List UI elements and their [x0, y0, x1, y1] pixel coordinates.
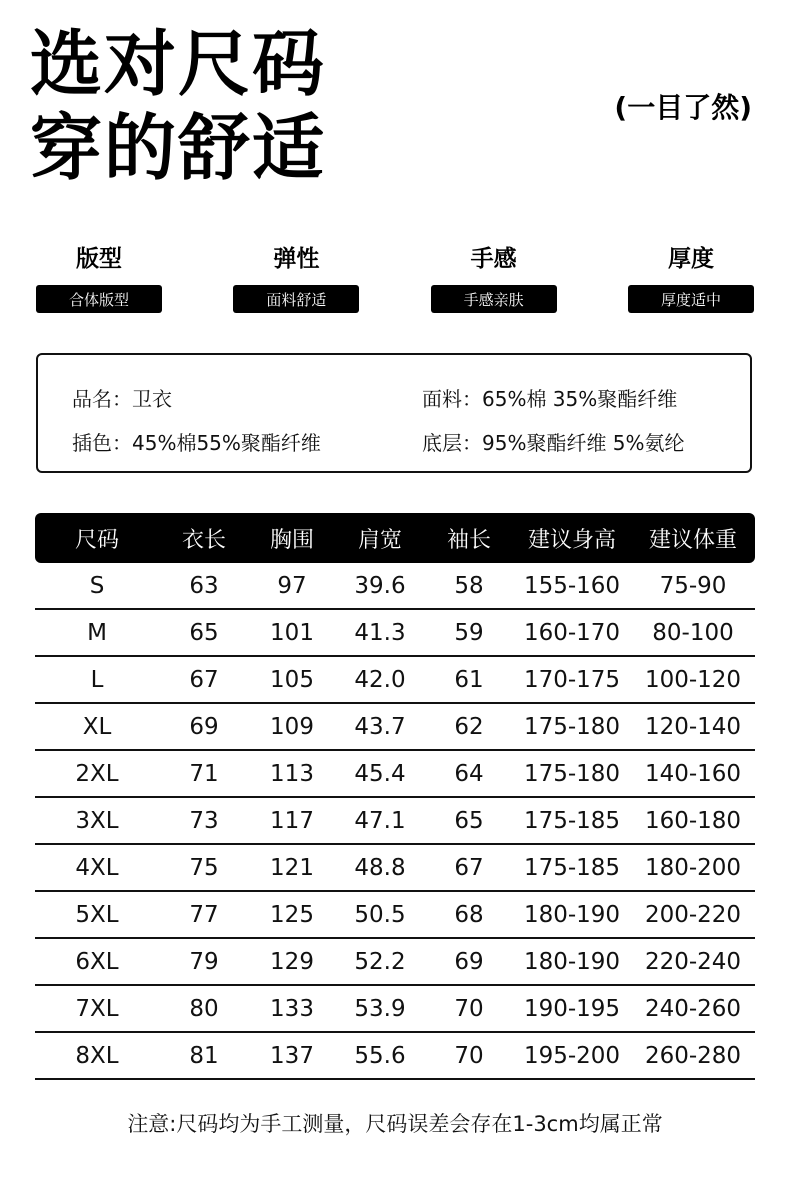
table-cell: 2XL: [35, 750, 159, 797]
table-cell: 50.5: [335, 891, 425, 938]
table-cell: 133: [249, 985, 335, 1032]
header-length: 衣长: [181, 527, 226, 553]
product-info-box: [36, 353, 752, 473]
header-shoulder: 肩宽: [357, 527, 402, 553]
table-row: [35, 1032, 755, 1079]
table-cell: 175-180: [513, 750, 631, 797]
table-cell: 48.8: [335, 844, 425, 891]
table-cell: 113: [249, 750, 335, 797]
product-name: 品名：卫衣: [72, 387, 172, 411]
table-cell: 200-220: [631, 891, 755, 938]
table-cell: 170-175: [513, 656, 631, 703]
insert-composition: 插色：45%棉55%聚酯纤维: [72, 431, 321, 455]
table-cell: 175-185: [513, 844, 631, 891]
table-cell: 70: [425, 1032, 513, 1079]
feature-label: 手感: [470, 246, 517, 272]
feature-fit: [36, 240, 162, 313]
title-line-2: 穿的舒适: [30, 106, 327, 190]
feature-thickness: [628, 240, 754, 313]
table-cell: 47.1: [335, 797, 425, 844]
table-cell: 61: [425, 656, 513, 703]
feature-label: 版型: [76, 246, 122, 272]
table-cell: 63: [159, 563, 249, 609]
table-cell: 75-90: [631, 563, 755, 609]
table-cell: 129: [249, 938, 335, 985]
feature-hand-feel: [431, 240, 557, 313]
header-sleeve: 袖长: [446, 527, 491, 553]
feature-label: 弹性: [273, 246, 320, 272]
table-cell: 4XL: [35, 844, 159, 891]
table-cell: 64: [425, 750, 513, 797]
table-row: [35, 703, 755, 750]
table-cell: S: [35, 563, 159, 609]
table-cell: 180-200: [631, 844, 755, 891]
table-row: [35, 985, 755, 1032]
table-cell: 109: [249, 703, 335, 750]
table-row: [35, 797, 755, 844]
table-cell: 121: [249, 844, 335, 891]
table-cell: 41.3: [335, 609, 425, 656]
table-cell: 160-180: [631, 797, 755, 844]
feature-elasticity: [233, 240, 359, 313]
table-cell: 125: [249, 891, 335, 938]
table-cell: 175-180: [513, 703, 631, 750]
table-cell: 105: [249, 656, 335, 703]
table-cell: 240-260: [631, 985, 755, 1032]
table-cell: 8XL: [35, 1032, 159, 1079]
table-cell: 67: [425, 844, 513, 891]
table-cell: 67: [159, 656, 249, 703]
table-cell: 70: [425, 985, 513, 1032]
table-cell: 6XL: [35, 938, 159, 985]
feature-label: 厚度: [667, 246, 714, 272]
table-row: [35, 844, 755, 891]
table-cell: 137: [249, 1032, 335, 1079]
table-row: [35, 656, 755, 703]
table-cell: 160-170: [513, 609, 631, 656]
feature-row: [36, 240, 754, 313]
table-row: [35, 938, 755, 985]
table-cell: 43.7: [335, 703, 425, 750]
table-cell: 190-195: [513, 985, 631, 1032]
fabric-composition: 面料：65%棉 35%聚酯纤维: [422, 387, 678, 411]
table-cell: 3XL: [35, 797, 159, 844]
page-subtitle: (一目了然): [614, 91, 752, 124]
table-row: [35, 750, 755, 797]
table-row: [35, 609, 755, 656]
header-chest: 胸围: [269, 527, 314, 553]
table-cell: 155-160: [513, 563, 631, 609]
title-line-1: 选对尺码: [30, 22, 327, 106]
table-cell: 53.9: [335, 985, 425, 1032]
table-cell: 45.4: [335, 750, 425, 797]
header-height: 建议身高: [527, 527, 616, 553]
table-cell: 81: [159, 1032, 249, 1079]
table-cell: 100-120: [631, 656, 755, 703]
table-cell: 80: [159, 985, 249, 1032]
table-cell: 73: [159, 797, 249, 844]
table-cell: M: [35, 609, 159, 656]
feature-value-badge: 面料舒适: [233, 285, 359, 313]
table-cell: XL: [35, 703, 159, 750]
table-cell: 80-100: [631, 609, 755, 656]
table-cell: 59: [425, 609, 513, 656]
table-cell: 69: [425, 938, 513, 985]
table-body: [35, 563, 755, 1079]
feature-value-badge: 合体版型: [36, 285, 162, 313]
table-cell: 140-160: [631, 750, 755, 797]
table-cell: 175-185: [513, 797, 631, 844]
lining-composition: 底层：95%聚酯纤维 5%氨纶: [422, 431, 685, 455]
table-cell: 52.2: [335, 938, 425, 985]
table-cell: 75: [159, 844, 249, 891]
table-cell: 42.0: [335, 656, 425, 703]
table-cell: L: [35, 656, 159, 703]
table-cell: 79: [159, 938, 249, 985]
table-row: [35, 891, 755, 938]
table-cell: 71: [159, 750, 249, 797]
table-cell: 117: [249, 797, 335, 844]
table-cell: 58: [425, 563, 513, 609]
table-cell: 69: [159, 703, 249, 750]
table-cell: 101: [249, 609, 335, 656]
table-cell: 97: [249, 563, 335, 609]
table-cell: 68: [425, 891, 513, 938]
table-cell: 39.6: [335, 563, 425, 609]
table-cell: 5XL: [35, 891, 159, 938]
table-cell: 260-280: [631, 1032, 755, 1079]
table-cell: 65: [159, 609, 249, 656]
table-cell: 65: [425, 797, 513, 844]
table-cell: 220-240: [631, 938, 755, 985]
table-header-row: [35, 513, 755, 563]
feature-value-badge: 手感亲肤: [431, 285, 557, 313]
feature-value-badge: 厚度适中: [628, 285, 754, 313]
table-cell: 77: [159, 891, 249, 938]
table-cell: 180-190: [513, 938, 631, 985]
table-cell: 195-200: [513, 1032, 631, 1079]
table-row: [35, 563, 755, 609]
header-weight: 建议体重: [648, 527, 737, 553]
measurement-note: 注意:尺码均为手工测量，尺码误差会存在1-3cm均属正常: [127, 1112, 663, 1136]
table-cell: 180-190: [513, 891, 631, 938]
table-cell: 55.6: [335, 1032, 425, 1079]
table-cell: 120-140: [631, 703, 755, 750]
header-size: 尺码: [74, 527, 119, 553]
size-chart-table: [35, 513, 755, 1080]
table-cell: 62: [425, 703, 513, 750]
table-cell: 7XL: [35, 985, 159, 1032]
